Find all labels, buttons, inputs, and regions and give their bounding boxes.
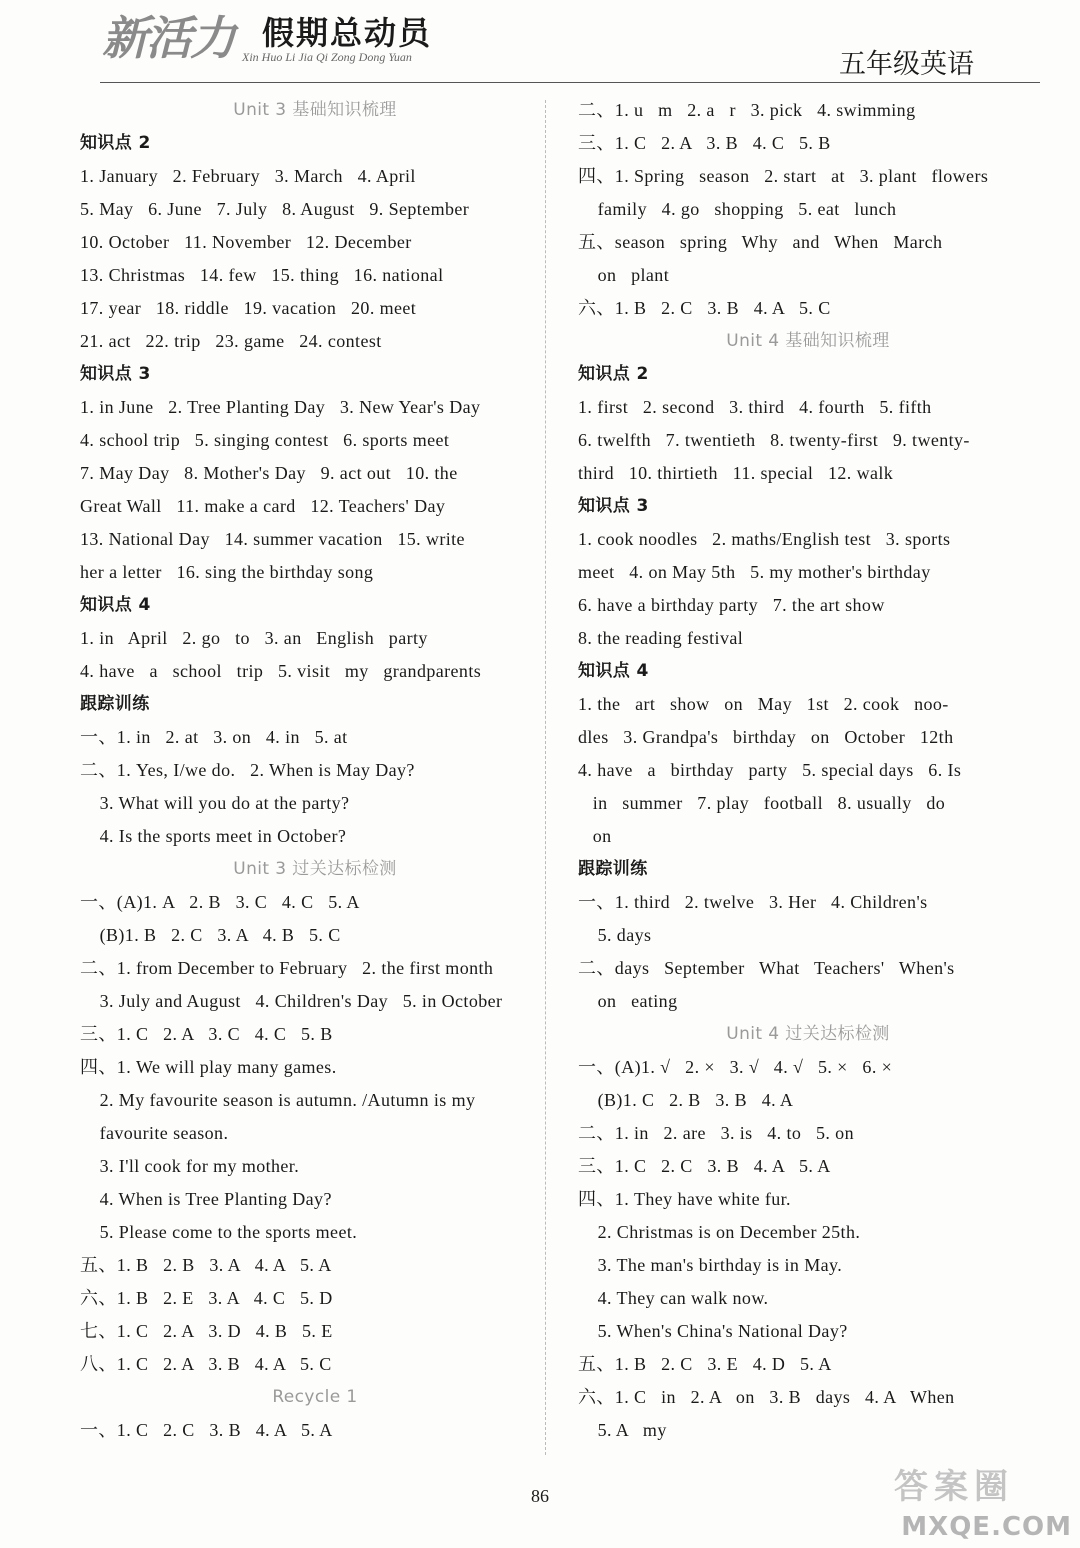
answer-line: 5. When's China's National Day?	[578, 1321, 848, 1341]
answer-line: third 10. thirtieth 11. special 12. walk	[578, 463, 894, 483]
answer-line: on plant	[578, 265, 670, 285]
answer-line: 二、1. in 2. are 3. is 4. to 5. on	[578, 1123, 854, 1143]
answer-line: 1. cook noodles 2. maths/English test 3. sports	[578, 529, 951, 549]
answer-line: 7. May Day 8. Mother's Day 9. act out 10. the	[80, 463, 458, 483]
grade-subject: 五年级英语	[839, 49, 974, 80]
answer-line: 6. have a birthday party 7. the art show	[578, 595, 885, 615]
knowledge-point-heading: 知识点 2	[80, 133, 151, 153]
answer-line: 五、1. B 2. B 3. A 4. A 5. A	[80, 1255, 332, 1275]
answer-line: 13. Christmas 14. few 15. thing 16. national	[80, 265, 444, 285]
answer-line: 4. school trip 5. singing contest 6. sports meet	[80, 430, 450, 450]
answer-line: dles 3. Grandpa's birthday on October 12th	[578, 727, 954, 747]
answer-line: 二、days September What Teachers' When's	[578, 958, 955, 978]
answer-line: 4. When is Tree Planting Day?	[80, 1189, 332, 1209]
section-heading: Unit 3 基础知识梳理	[233, 100, 397, 120]
answer-line: 3. The man's birthday is in May.	[578, 1255, 843, 1275]
book-title: 假期总动员	[262, 14, 433, 52]
right-column	[578, 94, 1038, 1447]
answer-line: in summer 7. play football 8. usually do	[578, 793, 946, 813]
knowledge-point-heading: 知识点 4	[578, 661, 649, 681]
answer-line: family 4. go shopping 5. eat lunch	[578, 199, 897, 219]
answer-line: 五、1. B 2. C 3. E 4. D 5. A	[578, 1354, 832, 1374]
answer-line: 10. October 11. November 12. December	[80, 232, 412, 252]
knowledge-point-heading: 知识点 3	[578, 496, 649, 516]
knowledge-point-heading: 跟踪训练	[80, 694, 150, 714]
answer-line: 三、1. C 2. C 3. B 4. A 5. A	[578, 1156, 831, 1176]
answer-line: 6. twelfth 7. twentieth 8. twenty-first 9. twenty-	[578, 430, 970, 450]
answer-line: (B)1. B 2. C 3. A 4. B 5. C	[80, 925, 341, 945]
answer-line: 二、1. u m 2. a r 3. pick 4. swimming	[578, 100, 916, 120]
answer-line: (B)1. C 2. B 3. B 4. A	[578, 1090, 794, 1110]
answer-line: 六、1. C in 2. A on 3. B days 4. A When	[578, 1387, 955, 1407]
answer-line: 8. the reading festival	[578, 628, 744, 648]
section-heading: Unit 4 基础知识梳理	[726, 331, 890, 351]
answer-line: 21. act 22. trip 23. game 24. contest	[80, 331, 382, 351]
answer-line: 1. the art show on May 1st 2. cook noo-	[578, 694, 949, 714]
answer-line: 三、1. C 2. A 3. C 4. C 5. B	[80, 1024, 333, 1044]
answer-line: on eating	[578, 991, 678, 1011]
answer-line: 1. first 2. second 3. third 4. fourth 5. fifth	[578, 397, 932, 417]
answer-line: 5. days	[578, 925, 652, 945]
watermark-url: MXQE.COM	[901, 1512, 1072, 1542]
answer-line: 八、1. C 2. A 3. B 4. A 5. C	[80, 1354, 332, 1374]
answer-line: 五、season spring Why and When March	[578, 232, 943, 252]
answer-line: 一、(A)1. √ 2. × 3. √ 4. √ 5. × 6. ×	[578, 1057, 893, 1077]
brand-logo: 新活力	[102, 11, 234, 65]
answer-line: Great Wall 11. make a card 12. Teachers' Day	[80, 496, 446, 516]
answer-line: 七、1. C 2. A 3. D 4. B 5. E	[80, 1321, 333, 1341]
answer-line: 3. July and August 4. Children's Day 5. in October	[80, 991, 503, 1011]
header-rule	[100, 82, 1040, 83]
section-heading: Recycle 1	[272, 1387, 358, 1407]
answer-line: 1. in April 2. go to 3. an English party	[80, 628, 428, 648]
answer-line: 四、1. They have white fur.	[578, 1189, 791, 1209]
answer-line: 4. have a school trip 5. visit my grandparents	[80, 661, 482, 681]
left-column	[80, 94, 550, 1447]
answer-line: 1. January 2. February 3. March 4. April	[80, 166, 416, 186]
answer-line: 1. in June 2. Tree Planting Day 3. New Year's Day	[80, 397, 481, 417]
answer-line: 二、1. from December to February 2. the first month	[80, 958, 494, 978]
answer-line: 一、(A)1. A 2. B 3. C 4. C 5. A	[80, 892, 360, 912]
answer-line: favourite season.	[80, 1123, 229, 1143]
section-heading: Unit 3 过关达标检测	[233, 859, 397, 879]
knowledge-point-heading: 跟踪训练	[578, 859, 648, 879]
answer-line: 四、1. Spring season 2. start at 3. plant flowers	[578, 166, 989, 186]
answer-line: 二、1. Yes, I/we do. 2. When is May Day?	[80, 760, 415, 780]
section-heading: Unit 4 过关达标检测	[726, 1024, 890, 1044]
answer-line: 4. Is the sports meet in October?	[80, 826, 347, 846]
answer-line: 六、1. B 2. E 3. A 4. C 5. D	[80, 1288, 333, 1308]
answer-line: 2. My favourite season is autumn. /Autumn is my	[80, 1090, 476, 1110]
answer-line: 六、1. B 2. C 3. B 4. A 5. C	[578, 298, 831, 318]
answer-line: 3. What will you do at the party?	[80, 793, 350, 813]
answer-line: 四、1. We will play many games.	[80, 1057, 337, 1077]
answer-line: 13. National Day 14. summer vacation 15. write	[80, 529, 465, 549]
answer-line: 一、1. third 2. twelve 3. Her 4. Children's	[578, 892, 928, 912]
page-header	[0, 0, 1080, 90]
book-title-pinyin: Xin Huo Li Jia Qi Zong Dong Yuan	[242, 50, 412, 64]
answer-line: her a letter 16. sing the birthday song	[80, 562, 374, 582]
answer-line: 三、1. C 2. A 3. B 4. C 5. B	[578, 133, 831, 153]
answer-line: 17. year 18. riddle 19. vacation 20. meet	[80, 298, 417, 318]
answer-line: 一、1. C 2. C 3. B 4. A 5. A	[80, 1420, 333, 1440]
answer-line: 4. They can walk now.	[578, 1288, 769, 1308]
knowledge-point-heading: 知识点 2	[578, 364, 649, 384]
page-number: 86	[531, 1486, 549, 1506]
knowledge-point-heading: 知识点 3	[80, 364, 151, 384]
answer-line: 2. Christmas is on December 25th.	[578, 1222, 861, 1242]
answer-line: 3. I'll cook for my mother.	[80, 1156, 300, 1176]
answer-line: 5. A my	[578, 1420, 667, 1440]
watermark-logo: 答案圈	[894, 1467, 1014, 1507]
answer-line: meet 4. on May 5th 5. my mother's birthday	[578, 562, 931, 582]
answer-line: 5. Please come to the sports meet.	[80, 1222, 358, 1242]
knowledge-point-heading: 知识点 4	[80, 595, 151, 615]
answer-line: 一、1. in 2. at 3. on 4. in 5. at	[80, 727, 348, 747]
answer-line: 5. May 6. June 7. July 8. August 9. September	[80, 199, 470, 219]
answer-line: 4. have a birthday party 5. special days 6. Is	[578, 760, 962, 780]
answer-line: on	[578, 826, 612, 846]
